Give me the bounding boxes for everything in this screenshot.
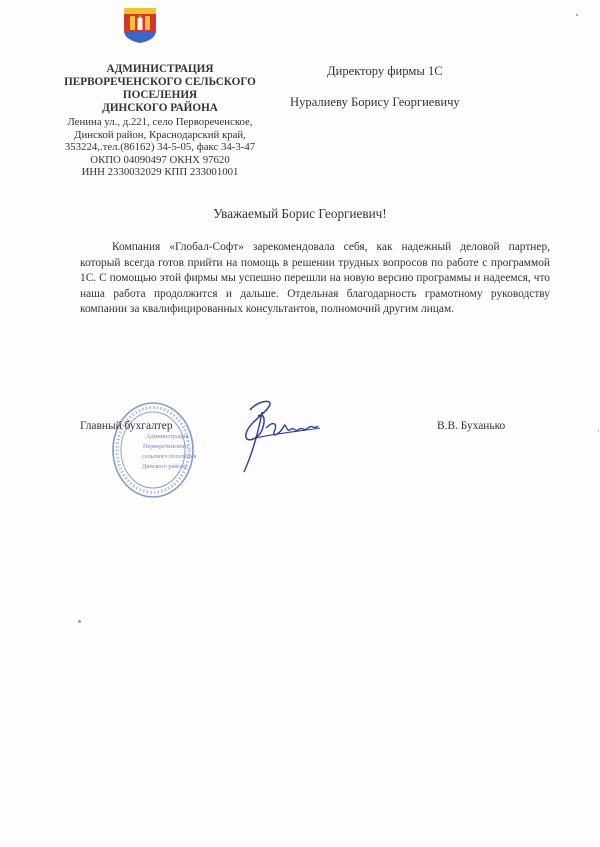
scan-speck: [576, 14, 578, 16]
letter-body: [80, 240, 550, 318]
scan-speck: [78, 620, 81, 623]
recipient-line-1: Директору фирмы 1С: [327, 64, 443, 78]
stamp-line-3: сельского поселения: [142, 453, 196, 460]
recipient-line-2: Нуралиеву Борису Георгиевичу: [290, 95, 460, 109]
sender-address: Ленина ул., д.221, село Первореченское, Динской район, Краснодарский край, 353224,.тел.(86162) 34-5-05, факс 34-3-47 ОКПО 04090497 ОКНХ 97620 ИНН 2330032029 КПП 233001001: [64, 116, 256, 179]
sender-block: [40, 63, 280, 179]
stamp-line-2: Первореченского: [143, 443, 189, 450]
signer-name: В.В. Буханько: [437, 420, 506, 432]
signer-position: Главный бухгалтер: [80, 420, 173, 432]
handwritten-signature: [228, 394, 328, 476]
stamp-line-4: Динского района: [142, 463, 187, 470]
stamp-line-1: Администрация: [146, 433, 189, 440]
coat-of-arms-icon: [122, 6, 158, 44]
scan-speck: [598, 430, 599, 432]
greeting: Уважаемый Борис Георгиевич!: [213, 206, 387, 221]
sender-org-name: АДМИНИСТРАЦИЯ ПЕРВОРЕЧЕНСКОГО СЕЛЬСКОГО ПОСЕЛЕНИЯ ДИНСКОГО РАЙОНА: [64, 63, 256, 114]
official-stamp: [110, 400, 196, 500]
body-paragraph: Компания «Глобал-Софт» зарекомендовала себя, как надежный деловой партнер, который всегда готов прийти на помощь в решении трудных вопросов по работе с программой 1С. С помощью этой фирмы мы успешно перешли на новую версию программы и надеемся, что наша работа продолжится и дальше. Отдельная благодарность грамотному руководству компании за квалифицированных консультантов, полномочий другим лицам.: [80, 241, 550, 316]
